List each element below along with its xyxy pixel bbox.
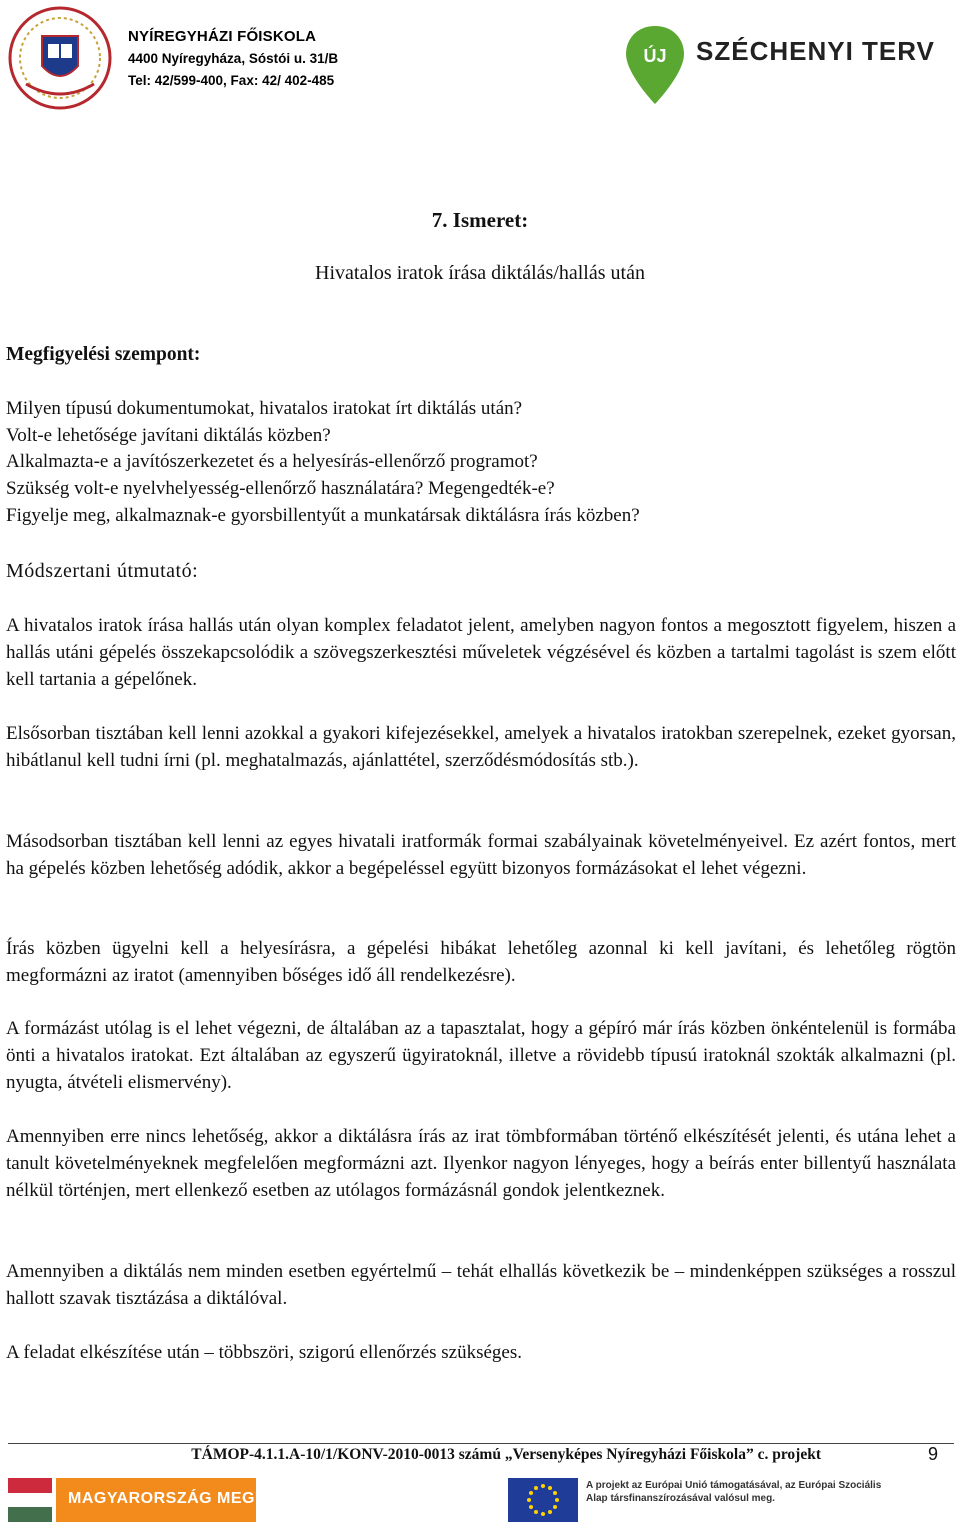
institution-name: NYÍREGYHÁZI FŐISKOLA	[128, 28, 317, 45]
paragraph: Amennyiben a diktálás nem minden esetben egyértelmű – tehát elhallás következik be – mindenképpen szükséges a rosszul hallott szavak tisztázása a diktálóval.	[6, 1261, 956, 1309]
paragraph: Amennyiben erre nincs lehetőség, akkor a diktálásra írás az irat tömbformában történő elkészítését jelenti, és utána lehet a tanult követelményeknek megfelelően megformázni azt. Ilyenkor nagyon lényeges, hogy a beírás enter billentyű használata nélkül történjen, mert ellenkező esetben az utólagos formázásnál gondok jelentkeznek.	[6, 1126, 956, 1201]
observation-heading: Megfigyelési szempont:	[6, 344, 201, 365]
observation-questions	[6, 396, 640, 530]
question-item: Szükség volt-e nyelvhelyesség-ellenőrző használatára? Megengedték-e?	[6, 478, 555, 500]
question-item: Volt-e lehetősége javítani diktálás közben?	[6, 424, 331, 446]
method-heading: Módszertani útmutató:	[6, 560, 199, 582]
hungarian-flag-icon	[8, 1478, 52, 1522]
paragraph: A feladat elkészítése után – többszöri, szigorú ellenőrzés szükséges.	[6, 1342, 522, 1363]
paragraph: A hivatalos iratok írása hallás után olyan komplex feladatot jelent, amelyben nagyon fontos a megosztott figyelem, hiszen a hallás utáni gépelés összekapcsolódik a szövegszerkesztési műveletek végzésével és közben a tartalmi tagolást is szem előtt kell tartania a gépelőnek.	[6, 615, 956, 690]
question-item: Milyen típusú dokumentumokat, hivatalos iratokat írt diktálás után?	[6, 398, 523, 419]
footer-divider	[8, 1443, 954, 1444]
question-item: Figyelje meg, alkalmaznak-e gyorsbillentyűt a munkatársak diktálásra írás közben?	[6, 504, 640, 526]
paragraph: Írás közben ügyelni kell a helyesírásra, a gépelési hibákat lehetőleg azonnal ki kell javítani, és lehetőleg rögtön megformázni az iratot (amennyiben bőséges idő áll rendelkezésre).	[6, 938, 956, 986]
institution-address: 4400 Nyíregyháza, Sóstói u. 31/B	[128, 51, 339, 66]
szechenyi-badge-text: ÚJ	[643, 46, 667, 66]
eu-flag-icon	[508, 1478, 578, 1522]
szechenyi-text: SZÉCHENYI TERV	[696, 36, 935, 66]
magyarorszag-megujul-banner	[56, 1478, 299, 1522]
eu-funding-text: A projekt az Európai Unió támogatásával, az Európai Szociális Alap társfinanszírozásával valósul meg.	[586, 1480, 882, 1504]
footer-project-text: TÁMOP-4.1.1.A-10/1/KONV-2010-0013 számú „Versenyképes Nyíregyházi Főiskola” c. projekt	[191, 1446, 821, 1463]
section-subtitle: Hivatalos iratok írása diktálás/hallás után	[315, 262, 645, 284]
paragraph: Másodsorban tisztában kell lenni az egyes hivatali iratformák formai szabályainak követelményeivel. Ez azért fontos, mert ha gépelés közben lehetőség adódik, akkor a begépeléssel együtt bizonyos formázásokat el lehet végezni.	[6, 831, 956, 879]
institution-info	[128, 26, 338, 92]
college-crest-logo	[6, 4, 114, 112]
paragraph: A formázást utólag is el lehet végezni, de általában az a tapasztalat, hogy a gépíró már írás közben önkéntelenül is formába önti a hivatalos iratokat. Ezt általában az egyszerű ügyiratoknál, illetve a rövidebb típusú iratoknál szokták alkalmazni (pl. nyugta, átvételi elismervény).	[6, 1018, 956, 1093]
institution-contact: Tel: 42/599-400, Fax: 42/ 402-485	[128, 73, 335, 88]
banner-text: MAGYARORSZÁG MEGÚJUL	[68, 1490, 299, 1507]
section-title: 7. Ismeret:	[431, 208, 529, 232]
question-item: Alkalmazta-e a javítószerkezetet és a helyesírás-ellenőrző programot?	[6, 451, 538, 473]
paragraph: Elsősorban tisztában kell lenni azokkal a gyakori kifejezésekkel, amelyek a hivatalos iratokban szerepelnek, ezeket gyorsan, hibátlanul kell tudni írni (pl. meghatalmazás, ajánlattétel, szerződésmódosítás stb.).	[6, 723, 956, 771]
szechenyi-terv-logo	[620, 22, 950, 112]
page-number: 9	[928, 1444, 939, 1464]
